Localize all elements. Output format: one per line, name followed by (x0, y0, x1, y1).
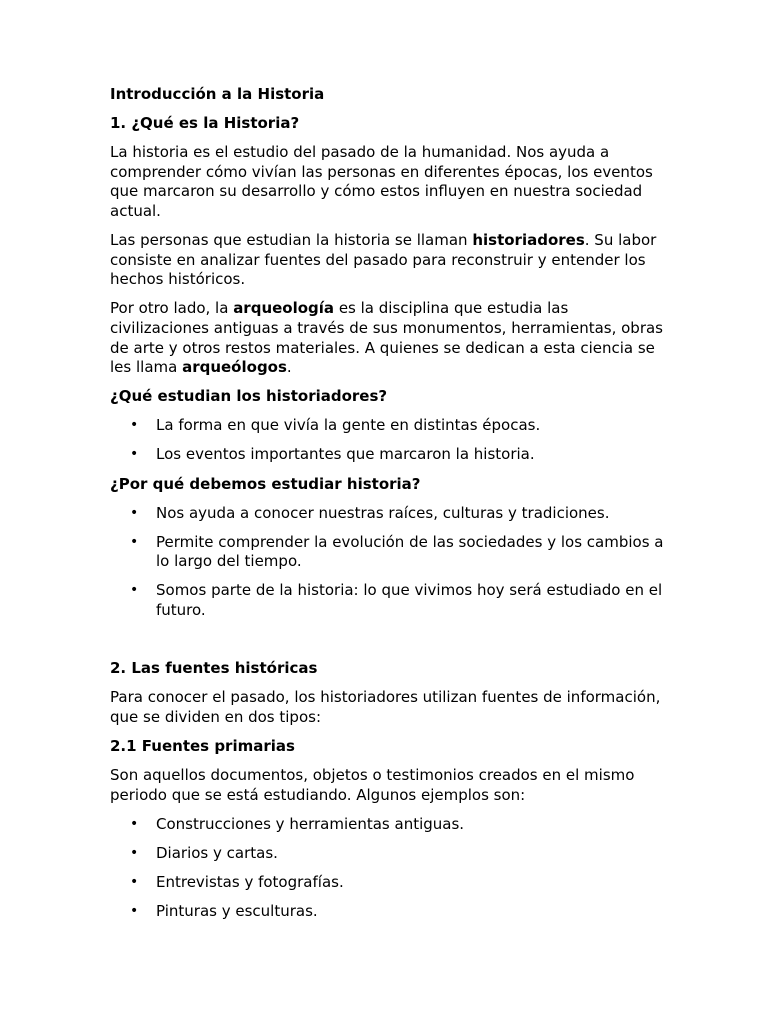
list-item-text: Permite comprender la evolución de las sociedades y los cambios a lo largo del tiempo. (156, 532, 664, 571)
section-1-heading: 1. ¿Qué es la Historia? (110, 114, 300, 133)
list-item-text: Diarios y cartas. (156, 843, 278, 862)
bold-term-historiadores: historiadores (472, 231, 585, 250)
bullet-icon: • (130, 504, 139, 521)
section-spacer (110, 630, 670, 659)
subheading-que-estudian: ¿Qué estudian los historiadores? (110, 387, 388, 406)
list-item-text: Nos ayuda a conocer nuestras raíces, culturas y tradiciones. (156, 503, 610, 522)
list-item (110, 533, 670, 572)
bullet-icon: • (130, 533, 139, 550)
bullet-icon: • (130, 844, 139, 861)
list-item (110, 815, 670, 835)
subheading-fuentes-primarias: 2.1 Fuentes primarias (110, 736, 295, 755)
text-run: es la disciplina que estudia las civilizaciones antiguas a través de sus monumentos, herramientas, obras de arte y otros restos materiales. A quienes se dedican a esta ciencia se les llama (110, 299, 664, 377)
section-2-paragraph-1: Para conocer el pasado, los historiadores utilizan fuentes de información, que se dividen en dos tipos: (110, 688, 661, 726)
list-item-text: Entrevistas y fotografías. (156, 872, 344, 891)
section-1-paragraph-3 (110, 299, 670, 377)
bullet-icon: • (130, 873, 139, 890)
list-item (110, 873, 670, 893)
list-item (110, 844, 670, 864)
bullet-icon: • (130, 815, 139, 832)
list-item-text: Pinturas y esculturas. (156, 901, 318, 920)
list-item (110, 504, 670, 524)
list-por-que-estudiar (110, 504, 670, 621)
bullet-icon: • (130, 446, 139, 463)
document-title: Introducción a la Historia (110, 85, 325, 103)
list-item (110, 445, 670, 465)
section-2-paragraph-2: Son aquellos documentos, objetos o testimonios creados en el mismo periodo que se está estudiando. Algunos ejemplos son: (110, 765, 635, 804)
list-que-estudian (110, 416, 670, 465)
section-1-paragraph-2 (110, 231, 670, 290)
subheading-por-que-estudiar: ¿Por qué debemos estudiar historia? (110, 474, 421, 493)
list-item (110, 902, 670, 922)
list-item (110, 416, 670, 436)
bullet-icon: • (130, 417, 139, 434)
list-fuentes-primarias (110, 815, 670, 922)
bold-term-arqueologos: arqueólogos (182, 358, 287, 377)
section-2-heading: 2. Las fuentes históricas (110, 659, 318, 678)
list-item-text: Los eventos importantes que marcaron la historia. (156, 445, 535, 464)
bullet-icon: • (130, 582, 139, 599)
bold-term-arqueologia: arqueología (233, 299, 335, 318)
text-run: . (286, 358, 292, 377)
bullet-icon: • (130, 902, 139, 919)
list-item (110, 581, 670, 620)
list-item-text: Somos parte de la historia: lo que vivimos hoy será estudiado en el futuro. (156, 581, 663, 619)
text-run: Por otro lado, la (110, 299, 234, 318)
list-item-text: Construcciones y herramientas antiguas. (156, 814, 465, 833)
list-item-text: La forma en que vivía la gente en distintas épocas. (156, 416, 541, 435)
text-run: . Su labor consiste en analizar fuentes del pasado para reconstruir y entender los hechos históricos. (110, 231, 657, 289)
section-1-paragraph-1: La historia es el estudio del pasado de la humanidad. Nos ayuda a comprender cómo vivían las personas en diferentes épocas, los eventos que marcaron su desarrollo y cómo estos influyen en nuestra sociedad actual. (110, 143, 653, 220)
document-body (110, 85, 670, 931)
text-run: Las personas que estudian la historia se llaman (110, 231, 473, 250)
